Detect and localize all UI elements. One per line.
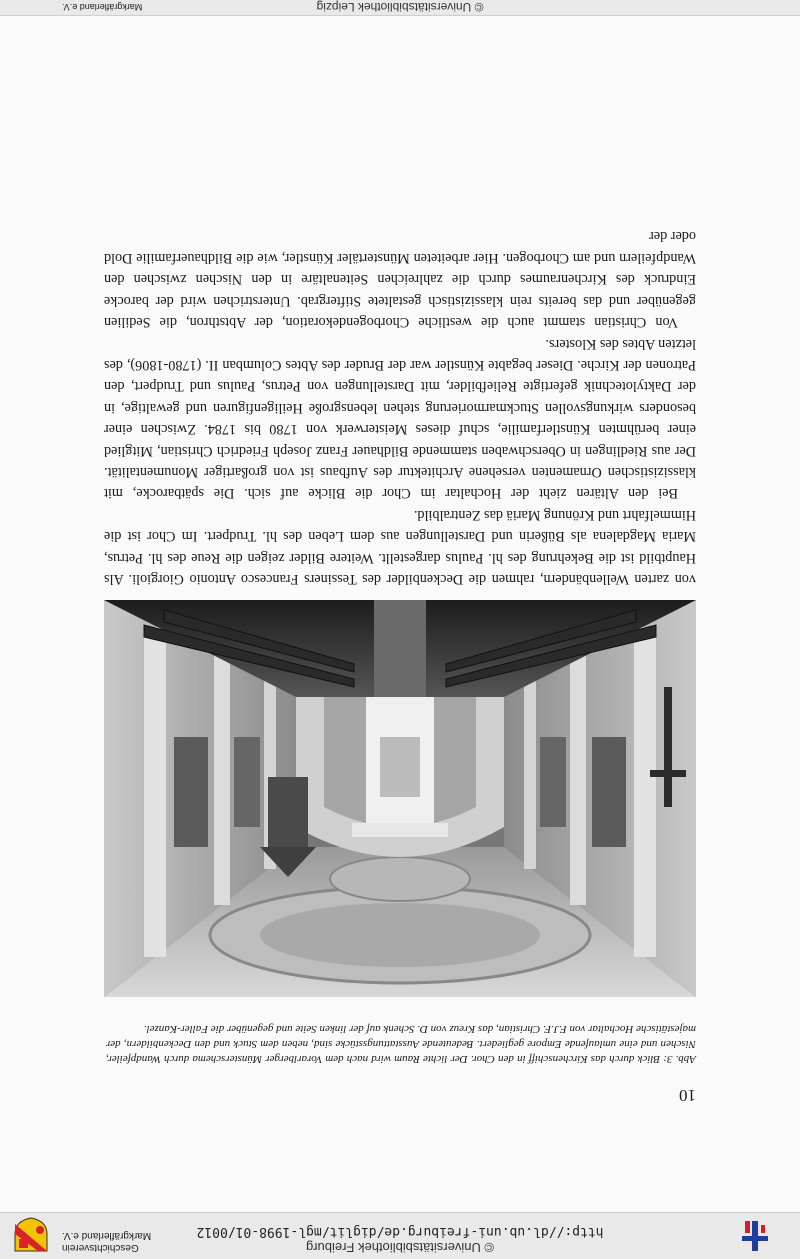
paragraph: von zarten Wellenbändern, rahmen die Deckenbilder des Tessiners Francesco Antonio Giorgioli. Als Hauptbild ist die Bekehrung des hl. Paulus dargestellt. Weitere Bilder zeigen die Reue des hl. Petrus, Maria Magdalena als Büßerin und Darstellungen aus dem Leben des hl. Trudpert. Im Chor ist die Himmelfahrt und Krönung Mariä das Zentralbild.	[104, 506, 696, 587]
paragraph: Von Christian stammt auch die westliche Chorbogendekoration, der Abtsthron, die Sedilien gegenüber und das bereits rein klassizistisch gestaltete Stiftergrab. Unterstrichen wird der barocke Eindruck des Kirchenraumes durch die zahlreichen Seitenaltäre in den Nischen zwischen den Wandpfeilern und am Chorbogen. Hier arbeiteten Münstertäler Künstler, wie die Bildhauerfamilie Dold oder der	[104, 228, 696, 331]
library-copyright: © Universitätsbibliothek Freiburg	[305, 1240, 495, 1255]
society-name	[62, 1229, 202, 1253]
document-url[interactable]: http://dl.ub.uni-freiburg.de/diglit/mgl-1998-01/0012	[196, 1224, 604, 1239]
university-logo-icon[interactable]	[738, 1219, 772, 1253]
article-body	[104, 225, 696, 589]
paragraph: Bei den Altären zieht der Hochaltar im Chor die Blicke auf sich. Die spätbarocke, mit klassizistischen Ornamenten versehene Architektur des Aufbaus ist von großartiger Monumentalität. Der aus Riedlingen in Oberschwaben stammende Bildhauer Franz Joseph Friedrich Christian, Mitglied einer berühmten Künstlerfamilie, schuf dieses Meisterwerk von 1780 bis 1784. Zwischen einer besonders wirkungsvollen Stuckmarmorierung stehen lebensgroße Heiligenfiguren und gewaltige, in der Daktylotechnik gefertigte Reliefbilder, mit Darstellungen von Petrus, Paulus und Trudpert, den Patronen der Kirche. Dieser begabte Künstler war der Bruder des Abtes Columban II. (1780-1806), des letzten Abtes des Klosters.	[104, 335, 696, 502]
society-name-line-1: Geschichtsverein	[62, 1242, 139, 1253]
church-interior-photo	[104, 600, 696, 997]
figure-caption: Abb. 3: Blick durch das Kirchenschiff in den Chor. Der lichte Raum wird nach dem Vorarlberger Münsterschema durch Wandpfeiler, Nischen und eine umlaufende Empore gegliedert. Bedeutende Ausstattungsstücke sind, neben dem Stuck und den Deckenbildern, der majestätische Hochaltar von F.J.F. Christian, das Kreuz von D. Schenk auf der linken Seite und gegenüber die Faller-Kanzel.	[106, 1023, 696, 1065]
header-banner	[0, 1212, 800, 1259]
coat-of-arms-icon[interactable]	[12, 1216, 50, 1254]
footer-library-copyright: © Universitätsbibliothek Leipzig	[316, 0, 484, 14]
footer-society-name: Markgräflerland e.V.	[62, 2, 143, 12]
page-number: 10	[679, 1086, 696, 1105]
footer-banner	[0, 0, 800, 16]
society-name-line-2: Markgräflerland e.V.	[62, 1230, 152, 1241]
